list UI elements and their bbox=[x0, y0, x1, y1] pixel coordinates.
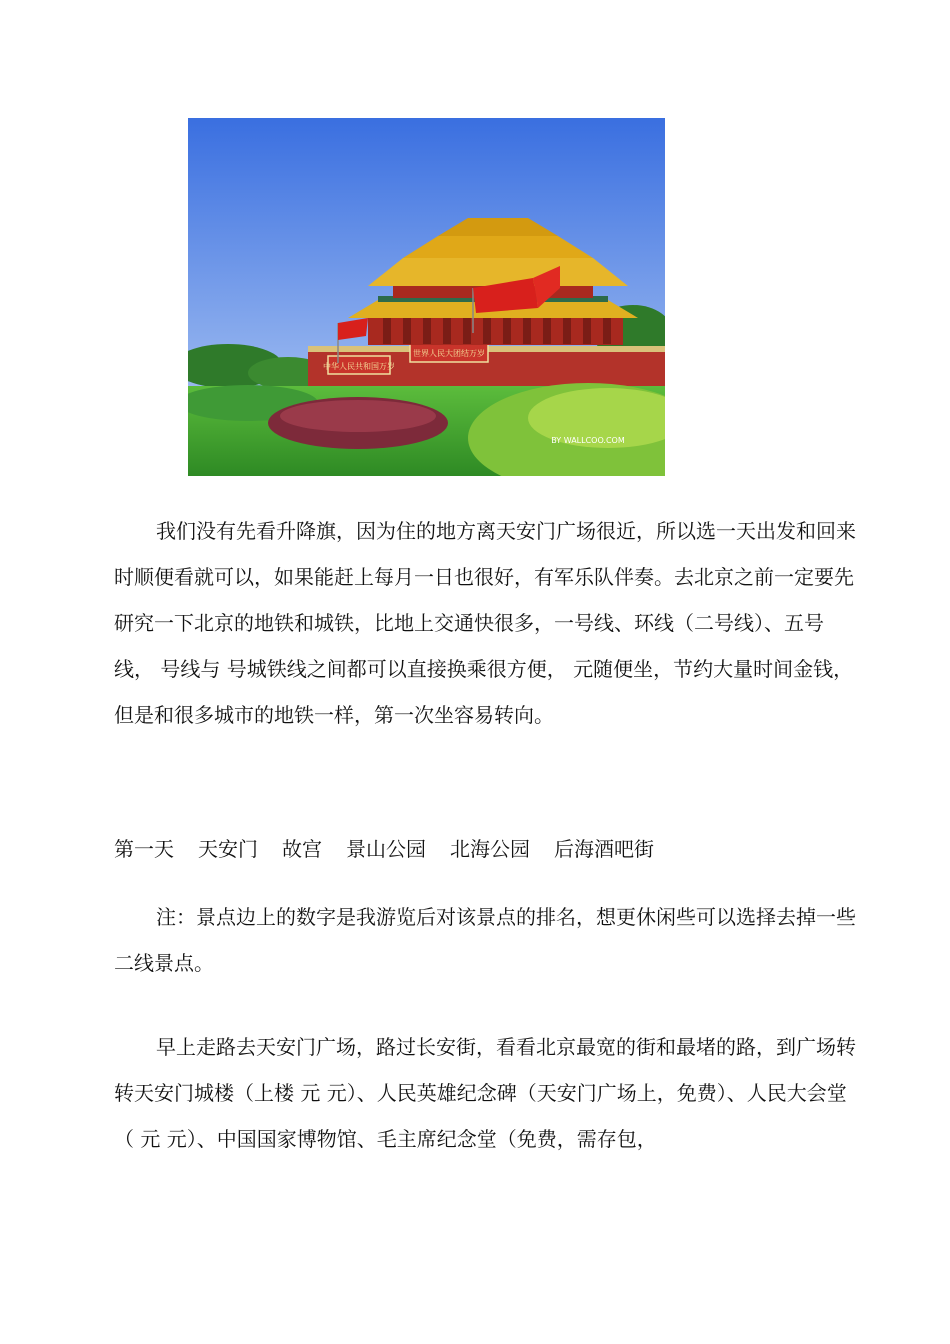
watermark-text: BY WALLCOO.COM bbox=[551, 436, 625, 445]
day1-label: 第一天 bbox=[114, 837, 174, 861]
spot-item: 故宫 bbox=[282, 837, 322, 861]
sign-right-text: 世界人民大团结万岁 bbox=[413, 349, 485, 358]
tiananmen-paragraph: 早上走路去天安门广场，路过长安街，看看北京最宽的街和最堵的路，到广场转转天安门城楼（上楼 元 元）、人民英雄纪念碑（天安门广场上，免费）、人民大会堂（ 元 元）、中国国家博物馆、毛主席纪念堂（免费，需存包， bbox=[114, 1035, 856, 1151]
intro-paragraph: 我们没有先看升降旗，因为住的地方离天安门广场很近，所以选一天出发和回来时顺便看就可以，如果能赶上每月一日也很好，有军乐队伴奏。去北京之前一定要先研究一下北京的地铁和城铁，比地上交通快很多，一号线、环线（二号线）、五号线， 号线与 号城铁线之间都可以直接换乘很方便， 元随便坐，节约大量时间金钱，但是和很多城市的地铁一样，第一次坐容易转向。 bbox=[114, 519, 856, 727]
spot-item: 天安门 bbox=[198, 837, 258, 861]
day1-itinerary bbox=[114, 826, 862, 872]
spot-item: 北海公园 bbox=[450, 837, 530, 861]
spot-item: 后海酒吧街 bbox=[554, 837, 654, 861]
spot-item: 景山公园 bbox=[346, 837, 426, 861]
sign-left-text: 中华人民共和国万岁 bbox=[323, 362, 395, 371]
note-paragraph: 注：景点边上的数字是我游览后对该景点的排名，想更休闲些可以选择去掉一些二线景点。 bbox=[114, 905, 856, 975]
tiananmen-photo bbox=[188, 118, 665, 476]
